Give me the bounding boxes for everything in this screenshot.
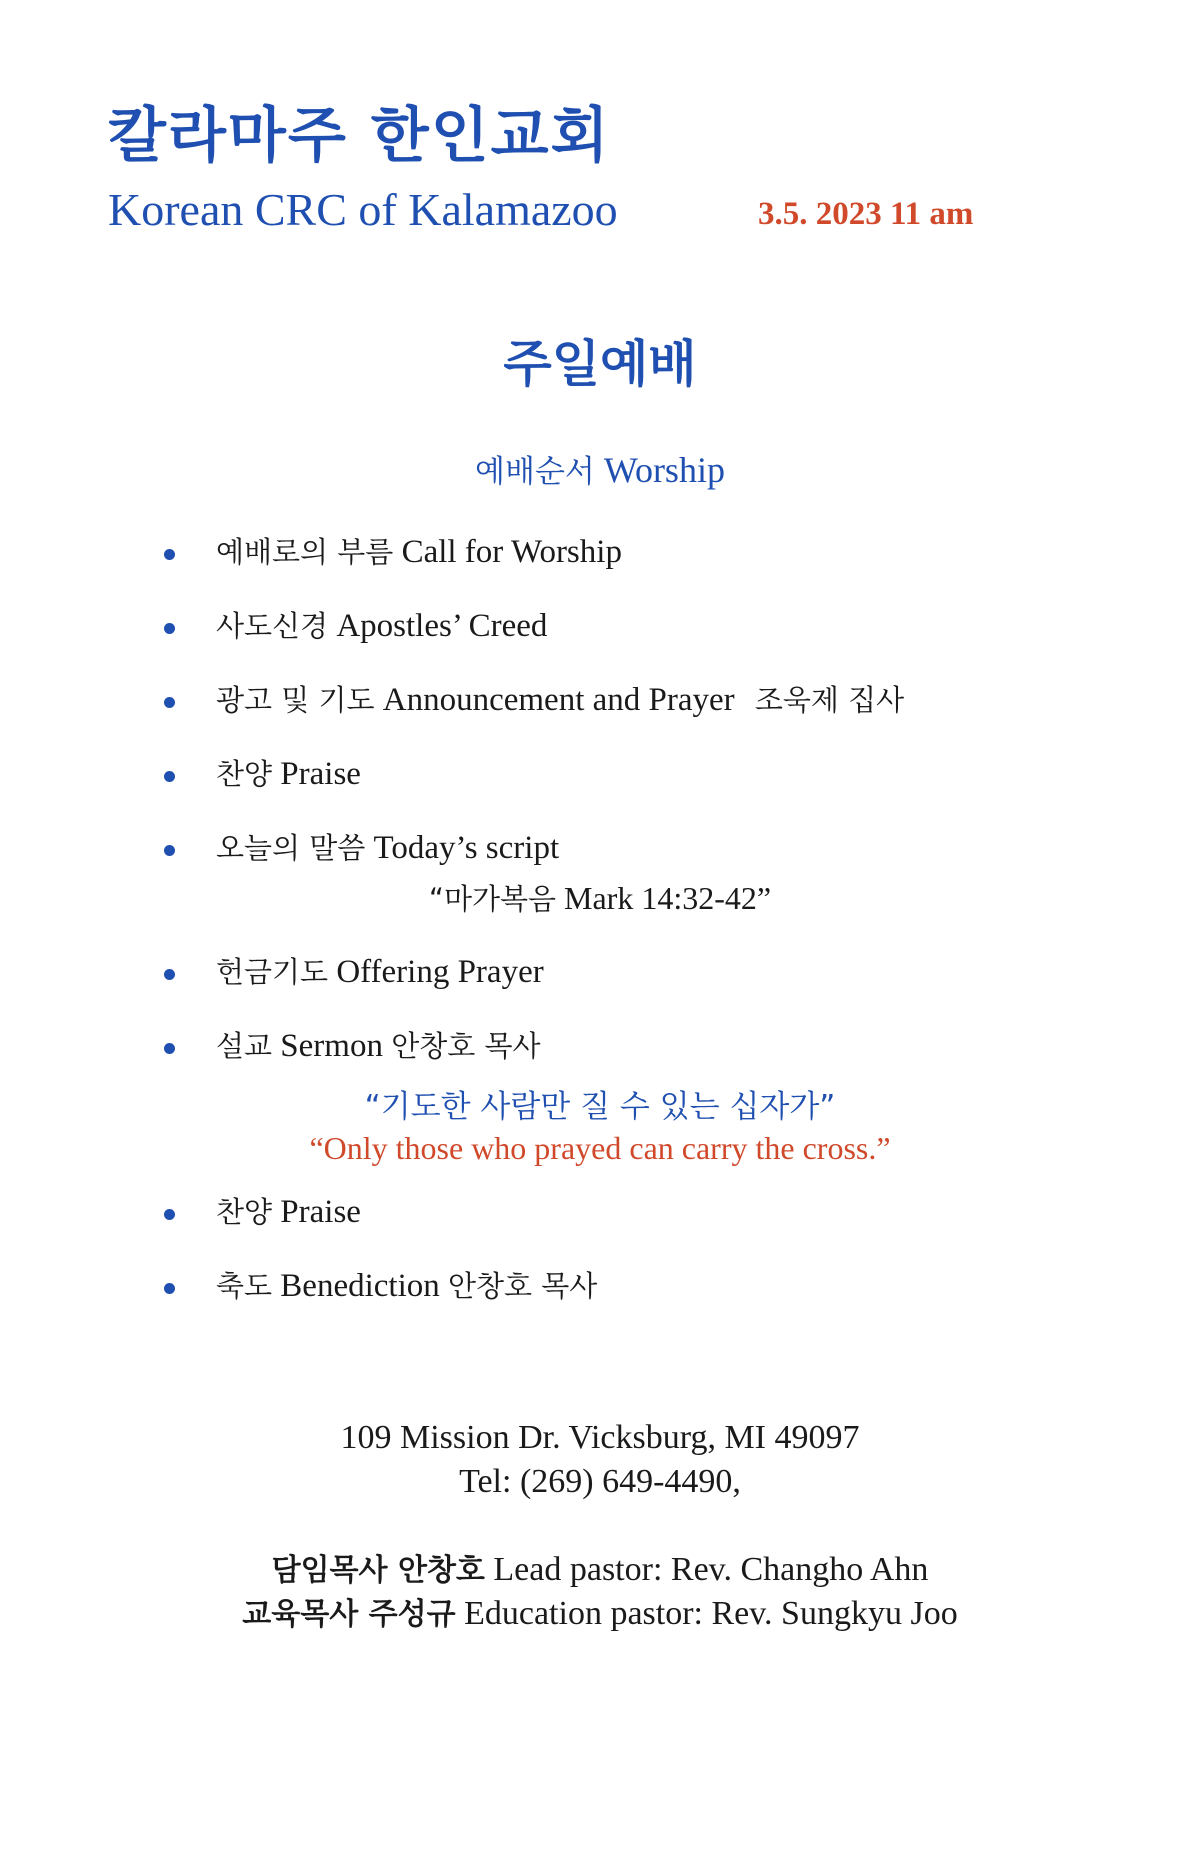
order-item-korean: 사도신경 — [216, 609, 329, 643]
order-item-english: Benediction — [280, 1268, 440, 1304]
bullet-icon — [164, 697, 175, 708]
bullet-icon — [164, 845, 175, 856]
order-item-sermon — [216, 1024, 541, 1065]
church-address: 109 Mission Dr. Vicksburg, MI 49097 — [340, 1419, 860, 1456]
order-item-english: Sermon — [280, 1028, 383, 1064]
lead-pastor — [0, 1545, 1200, 1589]
order-item-english: Praise — [280, 756, 361, 792]
lead-pastor-korean: 담임목사 안창호 — [271, 1553, 485, 1588]
education-pastor-english: Education pastor: Rev. Sungkyu Joo — [464, 1595, 958, 1632]
bullet-icon — [164, 1283, 175, 1294]
lead-pastor-english: Lead pastor: Rev. Changho Ahn — [493, 1551, 929, 1588]
bullet-icon — [164, 623, 175, 634]
scripture-english: Mark 14:32-42” — [564, 880, 772, 916]
order-item-leader: 조욱제 집사 — [754, 683, 905, 717]
service-title: 주일예배 — [503, 335, 697, 393]
order-item-todays-script — [216, 826, 559, 867]
education-pastor-korean: 교육목사 주성규 — [242, 1597, 456, 1632]
bullet-icon — [164, 771, 175, 782]
education-pastor — [0, 1589, 1200, 1633]
sermon-title-korean: “기도한 사람만 질 수 있는 십자가” — [364, 1089, 836, 1125]
order-heading — [0, 446, 1200, 491]
bullet-icon — [164, 549, 175, 560]
order-heading-korean: 예배순서 — [475, 454, 595, 490]
order-item-offering-prayer — [216, 950, 544, 991]
order-item-officiant: 안창호 목사 — [448, 1269, 598, 1303]
order-item-korean: 예배로의 부름 — [216, 535, 394, 569]
bullet-icon — [164, 969, 175, 980]
order-item-english: Announcement and Prayer — [382, 682, 735, 718]
order-item-korean: 설교 — [216, 1029, 273, 1063]
order-item-english: Call for Worship — [401, 534, 622, 570]
bullet-icon — [164, 1209, 175, 1220]
church-phone: Tel: (269) 649-4490, — [459, 1463, 741, 1500]
order-item-call-for-worship — [216, 530, 622, 571]
order-item-english: Offering Prayer — [336, 954, 544, 990]
order-item-praise-2 — [216, 1190, 361, 1231]
church-name-korean: 칼라마주 한인교회 — [108, 101, 611, 171]
scripture-korean: “마가복음 — [428, 882, 557, 916]
order-item-benediction — [216, 1264, 597, 1305]
order-item-korean: 찬양 — [216, 1195, 273, 1229]
order-item-english: Apostles’ Creed — [336, 608, 548, 644]
order-item-english: Praise — [280, 1194, 361, 1230]
order-item-korean: 광고 및 기도 — [216, 683, 375, 717]
order-item-korean: 오늘의 말씀 — [216, 831, 366, 865]
order-item-announcement — [216, 678, 904, 719]
order-item-korean: 축도 — [216, 1269, 273, 1303]
scripture-reference — [0, 877, 1200, 918]
order-item-korean: 찬양 — [216, 757, 273, 791]
order-item-praise — [216, 752, 361, 793]
bullet-icon — [164, 1043, 175, 1054]
order-heading-english: Worship — [603, 450, 725, 490]
order-item-apostles-creed — [216, 604, 547, 645]
service-date: 3.5. 2023 11 am — [758, 196, 974, 232]
order-item-korean: 헌금기도 — [216, 955, 329, 989]
sermon-title-english: “Only those who prayed can carry the cross.” — [309, 1130, 891, 1166]
order-item-preacher: 안창호 목사 — [391, 1029, 541, 1063]
church-name-english: Korean CRC of Kalamazoo — [108, 184, 618, 235]
order-item-english: Today’s script — [373, 830, 560, 866]
